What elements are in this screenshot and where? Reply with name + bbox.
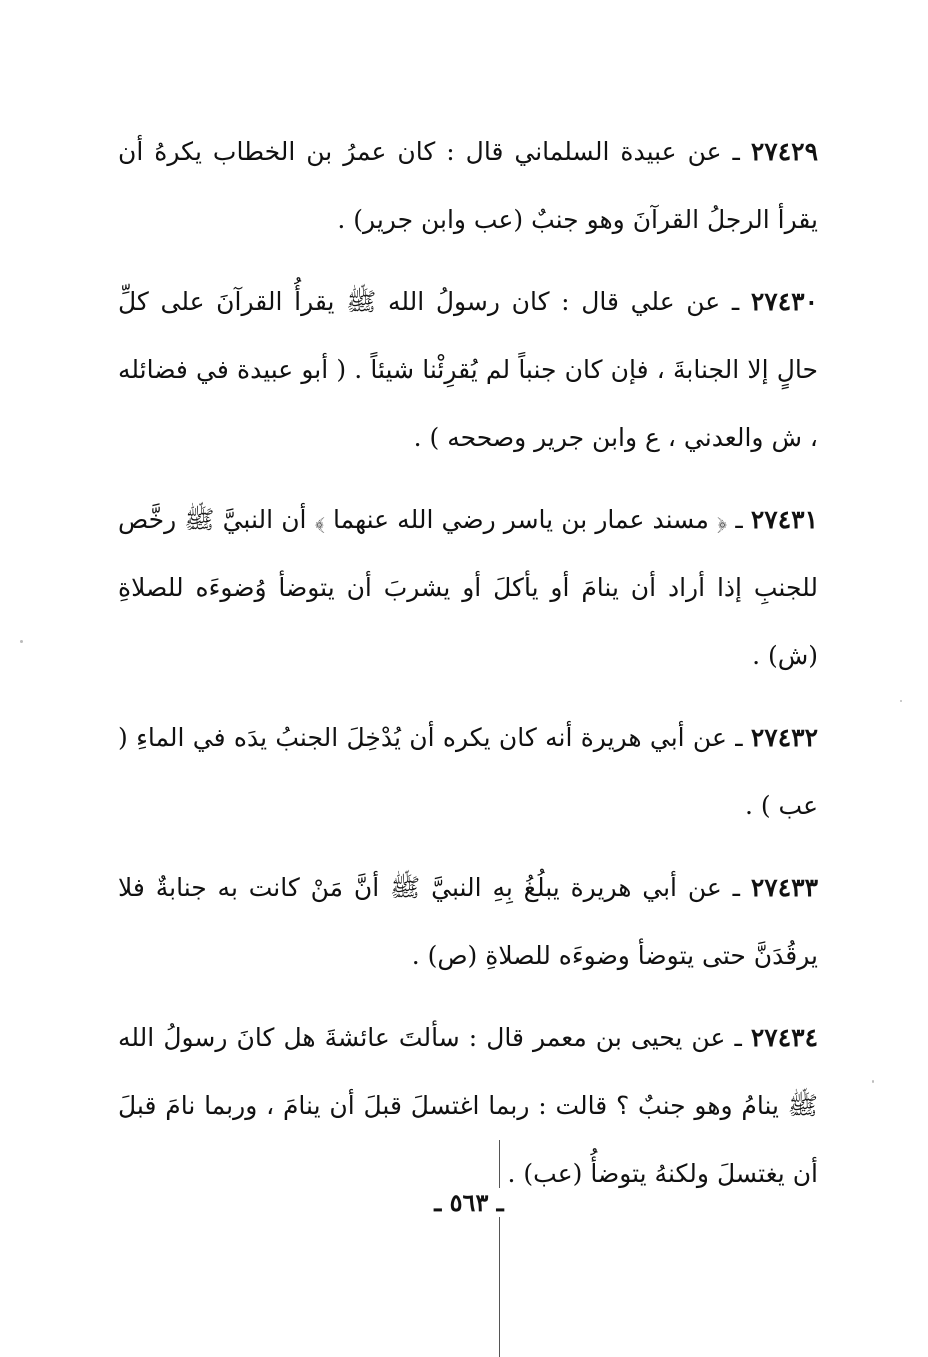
scan-speck: [872, 1080, 874, 1083]
hadith-27433: [118, 854, 818, 990]
hadith-number: ٢٧٤٣٢: [750, 723, 818, 752]
hadith-27432: [118, 704, 818, 840]
hadith-number: ٢٧٤٣٠: [750, 287, 818, 316]
hadith-text: عن أبي هريرة أنه كان يكره أن يُدْخِلَ الجنبُ يدَه في الماءِ ( عب ) .: [118, 723, 818, 820]
hadith-number: ٢٧٤٣٤: [750, 1023, 818, 1052]
hadith-27430: [118, 268, 818, 472]
hadith-separator: ـ: [727, 505, 743, 534]
hadith-27434: [118, 1004, 818, 1208]
hadith-27429: [118, 118, 818, 254]
hadith-separator: ـ: [725, 1023, 742, 1052]
hadith-number: ٢٧٤٣٣: [750, 873, 818, 902]
hadith-separator: ـ: [721, 873, 740, 902]
hadith-number: ٢٧٤٢٩: [750, 137, 818, 166]
hadith-text: ﴿ مسند عمار بن ياسر رضي الله عنهما ﴾ أن النبيَّ ﷺ رخَّص للجنبِ إذا أراد أن ينامَ أو يأكلَ أو يشربَ أن يتوضأ وُضوءَه للصلاةِ (ش) .: [118, 505, 818, 670]
hadith-text: عن يحيى بن معمر قال : سألتَ عائشةَ هل كانَ رسولُ الله ﷺ ينامُ وهو جنبٌ ؟ قالت : ربما اغتسلَ قبلَ أن ينامَ ، وربما نامَ قبلَ أن يغتسلَ ولكنهُ يتوضأُ (عب) .: [118, 1023, 818, 1188]
scan-speck: [20, 640, 23, 643]
hadith-list: [118, 118, 818, 1222]
hadith-text: عن علي قال : كان رسولُ الله ﷺ يقرأُ القرآنَ على كلِّ حالٍ إلا الجنابةَ ، فإن كان جنباً لم يُقرِئْنا شيئاً . ( أبو عبيدة في فضائله ، ش والعدني ، ع وابن جرير وصححه ) .: [118, 287, 818, 452]
hadith-number: ٢٧٤٣١: [750, 505, 818, 534]
page-number: ـ ٥٦٣ ـ: [414, 1188, 524, 1217]
hadith-text: عن أبي هريرة يبلُغُ بِهِ النبيَّ ﷺ أنَّ مَنْ كانت به جنابةٌ فلا يرقُدَنَّ حتى يتوضأ وضوءَه للصلاةِ (ص) .: [118, 873, 818, 970]
hadith-separator: ـ: [720, 287, 740, 316]
binding-gutter-line: [499, 1140, 500, 1357]
scan-speck: [900, 700, 902, 702]
hadith-27431: [118, 486, 818, 690]
hadith-separator: ـ: [726, 723, 743, 752]
hadith-text: عن عبيدة السلماني قال : كان عمرُ بن الخطاب يكرهُ أن يقرأ الرجلُ القرآنَ وهو جنبٌ (عب وابن جرير) .: [118, 137, 818, 234]
hadith-separator: ـ: [721, 137, 740, 166]
